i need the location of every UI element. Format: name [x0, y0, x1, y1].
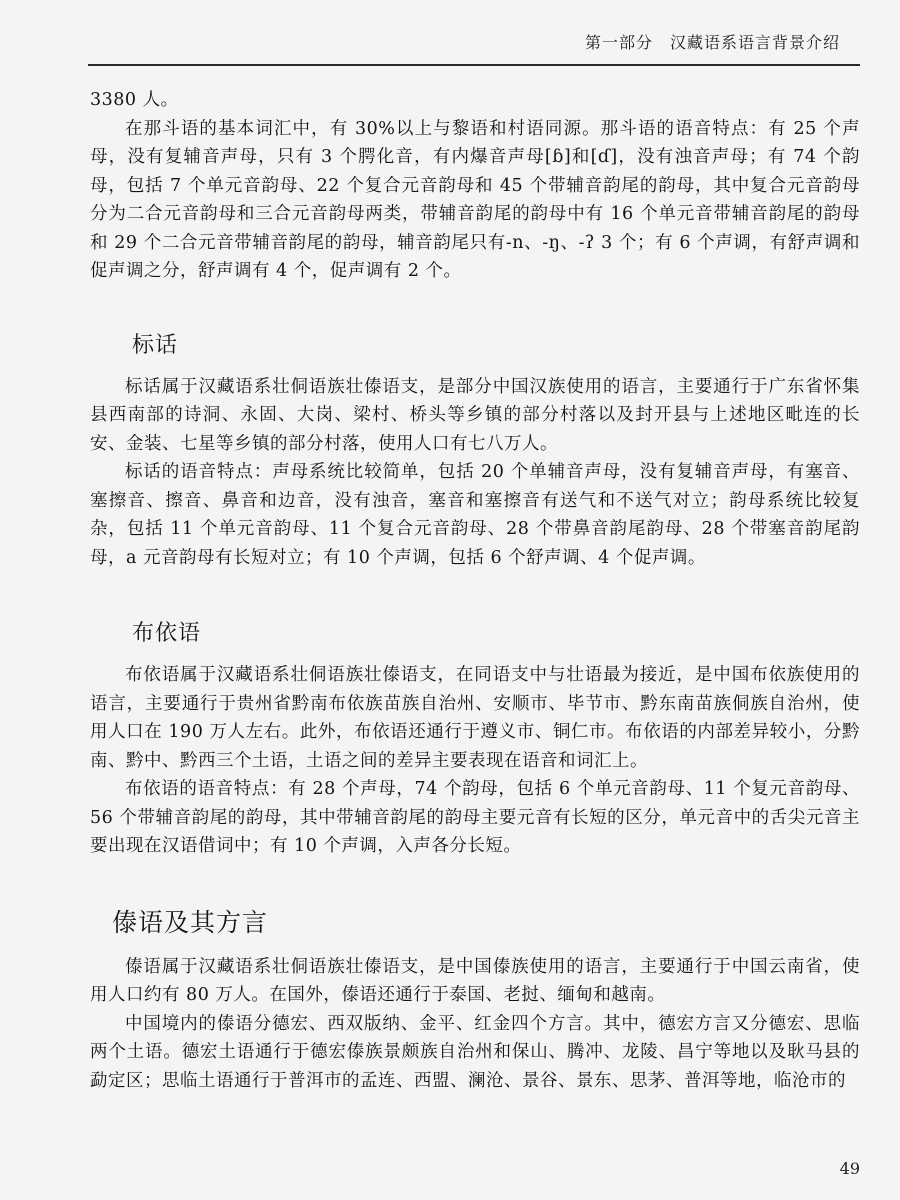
- section-heading: 布依语: [132, 621, 202, 646]
- paragraph: 3380 人。: [90, 90, 179, 110]
- paragraph: 标话的语音特点：声母系统比较简单，包括 20 个单辅音声母，没有复辅音声母，有塞音、塞擦音、擦音、鼻音和边音，没有浊音，塞音和塞擦音有送气和不送气对立；韵母系统比较复杂，包括 11 个单元音韵母、11 个复合元音韵母、28 个带鼻音韵尾韵母、28 个带塞音韵尾韵母，a 元音韵母有长短对立；有 10 个声调，包括 6 个舒声调、4 个促声调。: [90, 462, 861, 568]
- paragraph: 中国境内的傣语分德宏、西双版纳、金平、红金四个方言。其中，德宏方言又分德宏、思临两个土语。德宏土语通行于德宏傣族景颇族自治州和保山、腾冲、龙陵、昌宁等地以及耿马县的勐定区；思临土语通行于普洱市的孟连、西盟、澜沧、景谷、景东、思茅、普洱等地，临沧市的: [90, 1013, 860, 1091]
- running-header: 第一部分 汉藏语系语言背景介绍: [584, 33, 840, 52]
- header-rule: [88, 64, 860, 66]
- paragraph: 布依语的语音特点：有 28 个声母，74 个韵母，包括 6 个单元音韵母、11 个复元音韵母、56 个带辅音韵尾的韵母，其中带辅音韵尾的韵母主要元音有长短的区分，单元音中的舌尖元音主要出现在汉语借词中；有 10 个声调，入声各分长短。: [90, 779, 860, 856]
- paragraph: 傣语属于汉藏语系壮侗语族壮傣语支，是中国傣族使用的语言，主要通行于中国云南省，使用人口约有 80 万人。在国外，傣语还通行于泰国、老挝、缅甸和越南。: [90, 956, 860, 1005]
- page-body: [90, 86, 860, 1095]
- paragraph: 在那斗语的基本词汇中，有 30%以上与黎语和村语同源。那斗语的语音特点：有 25 个声母，没有复辅音声母，只有 3 个腭化音，有内爆音声母[ɓ]和[ɗ]，没有浊音声母；有 74 个韵母，包括 7 个单元音韵母、22 个复合元音韵母和 45 个带辅音韵尾的韵母，其中复合元音韵母分为二合元音韵母和三合元音韵母两类，带辅音韵尾的韵母中有 16 个单元音带辅音韵尾的韵母和 29 个二合元音带辅音韵尾的韵母，辅音韵尾只有-n、-ŋ、-ʔ 3 个；有 6 个声调，有舒声调和促声调之分，舒声调有 4 个，促声调有 2 个。: [90, 118, 860, 281]
- paragraph: 标话属于汉藏语系壮侗语族壮傣语支，是部分中国汉族使用的语言，主要通行于广东省怀集县西南部的诗洞、永固、大岗、梁村、桥头等乡镇的部分村落以及封开县与上述地区毗连的长安、金装、七星等乡镇的部分村落，使用人口有七八万人。: [90, 376, 860, 454]
- section-heading: 标话: [132, 332, 179, 358]
- section-heading: 傣语及其方言: [112, 907, 269, 937]
- paragraph: 布依语属于汉藏语系壮侗语族壮傣语支，在同语支中与壮语最为接近，是中国布依族使用的语言，主要通行于贵州省黔南布依族苗族自治州、安顺市、毕节市、黔东南苗族侗族自治州，使用人口在 190 万人左右。此外，布依语还通行于遵义市、铜仁市。布依语的内部差异较小，分黔南、黔中、黔西三个土语，土语之间的差异主要表现在语音和词汇上。: [90, 665, 860, 771]
- page-number: 49: [839, 1159, 860, 1178]
